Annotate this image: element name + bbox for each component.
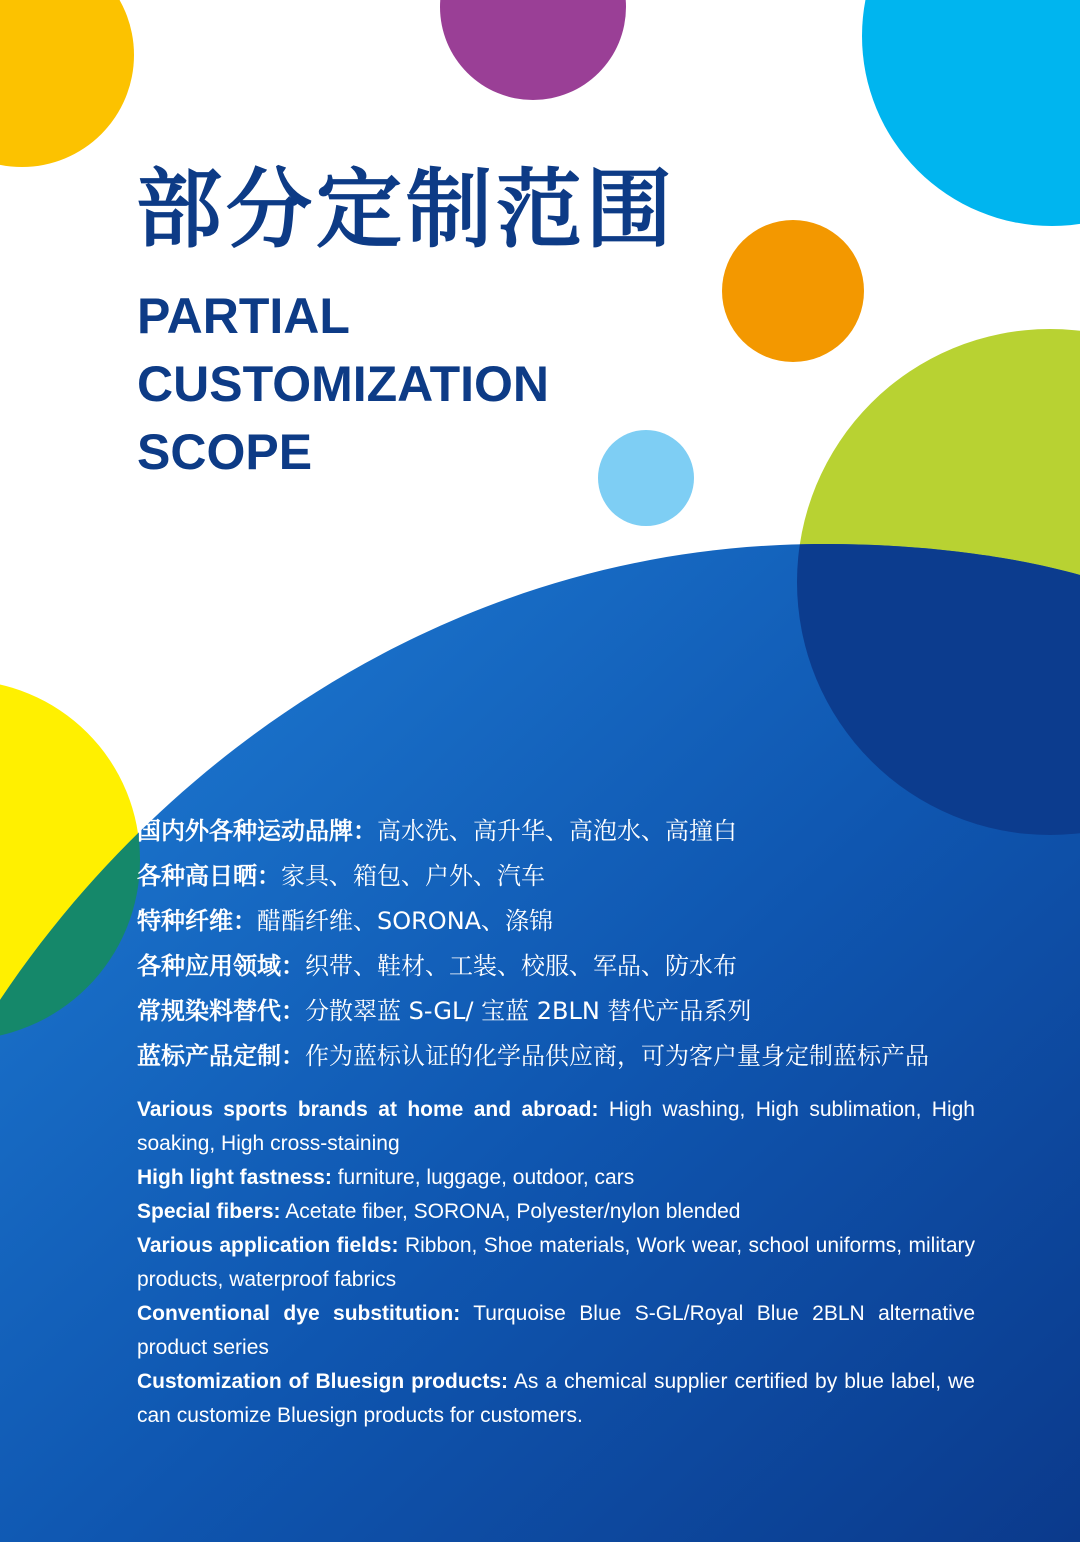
- page-title-english: [137, 282, 549, 486]
- item-value: Turquoise Blue S-GL/Royal Blue 2BLN alternative product series: [137, 1302, 975, 1359]
- item-label: 各种高日晒：: [137, 862, 281, 890]
- item-value: furniture, luggage, outdoor, cars: [331, 1166, 635, 1189]
- item-value: 家具、箱包、户外、汽车: [281, 862, 545, 890]
- list-item: [137, 944, 1037, 989]
- item-label: 常规染料替代：: [137, 997, 305, 1025]
- item-value: 作为蓝标认证的化学品供应商，可为客户量身定制蓝标产品: [305, 1042, 929, 1070]
- list-item: [137, 809, 1037, 854]
- item-label: Conventional dye substitution:: [137, 1302, 461, 1325]
- item-label: Various application fields:: [137, 1234, 399, 1257]
- list-item: [137, 854, 1037, 899]
- chinese-scope-list: [137, 809, 1037, 1079]
- item-label: Special fibers:: [137, 1200, 281, 1223]
- item-value: 醋酯纤维、SORONA、涤锦: [257, 907, 554, 935]
- circle-purple: [440, 0, 626, 100]
- list-item: [137, 1365, 975, 1433]
- circle-yellow-top: [0, 0, 134, 167]
- list-item: [137, 1161, 975, 1195]
- item-label: Customization of Bluesign products:: [137, 1370, 509, 1393]
- title-line-1: PARTIAL: [137, 288, 350, 344]
- item-value: Acetate fiber, SORONA, Polyester/nylon blended: [280, 1200, 741, 1223]
- title-line-2: CUSTOMIZATION: [137, 356, 550, 412]
- list-item: [137, 1034, 1037, 1079]
- list-item: [137, 989, 1037, 1034]
- english-scope-list: [137, 1093, 975, 1433]
- item-label: 国内外各种运动品牌：: [137, 817, 377, 845]
- item-label: High light fastness:: [137, 1166, 332, 1189]
- item-value: Ribbon, Shoe materials, Work wear, school uniforms, military products, waterproof fabrics: [137, 1234, 975, 1291]
- list-item: [137, 899, 1037, 944]
- item-label: 蓝标产品定制：: [137, 1042, 305, 1070]
- item-value: As a chemical supplier certified by blue label, we can customize Bluesign products for customers.: [137, 1370, 975, 1427]
- item-label: 各种应用领域：: [137, 952, 305, 980]
- title-line-3: SCOPE: [137, 424, 313, 480]
- list-item: [137, 1093, 975, 1161]
- item-value: 分散翠蓝 S-GL/ 宝蓝 2BLN 替代产品系列: [305, 997, 752, 1025]
- circle-cyan: [862, 0, 1080, 226]
- item-label: Various sports brands at home and abroad:: [137, 1098, 599, 1121]
- item-label: 特种纤维：: [137, 907, 257, 935]
- page-title-chinese: 部分定制范围: [136, 160, 676, 260]
- item-value: 高水洗、高升华、高泡水、高撞白: [377, 817, 737, 845]
- circle-orange: [722, 220, 864, 362]
- list-item: [137, 1195, 975, 1229]
- list-item: [137, 1229, 975, 1297]
- item-value: High washing, High sublimation, High soaking, High cross-staining: [137, 1098, 975, 1155]
- item-value: 织带、鞋材、工装、校服、军品、防水布: [305, 952, 737, 980]
- list-item: [137, 1297, 975, 1365]
- circle-light-blue: [598, 430, 694, 526]
